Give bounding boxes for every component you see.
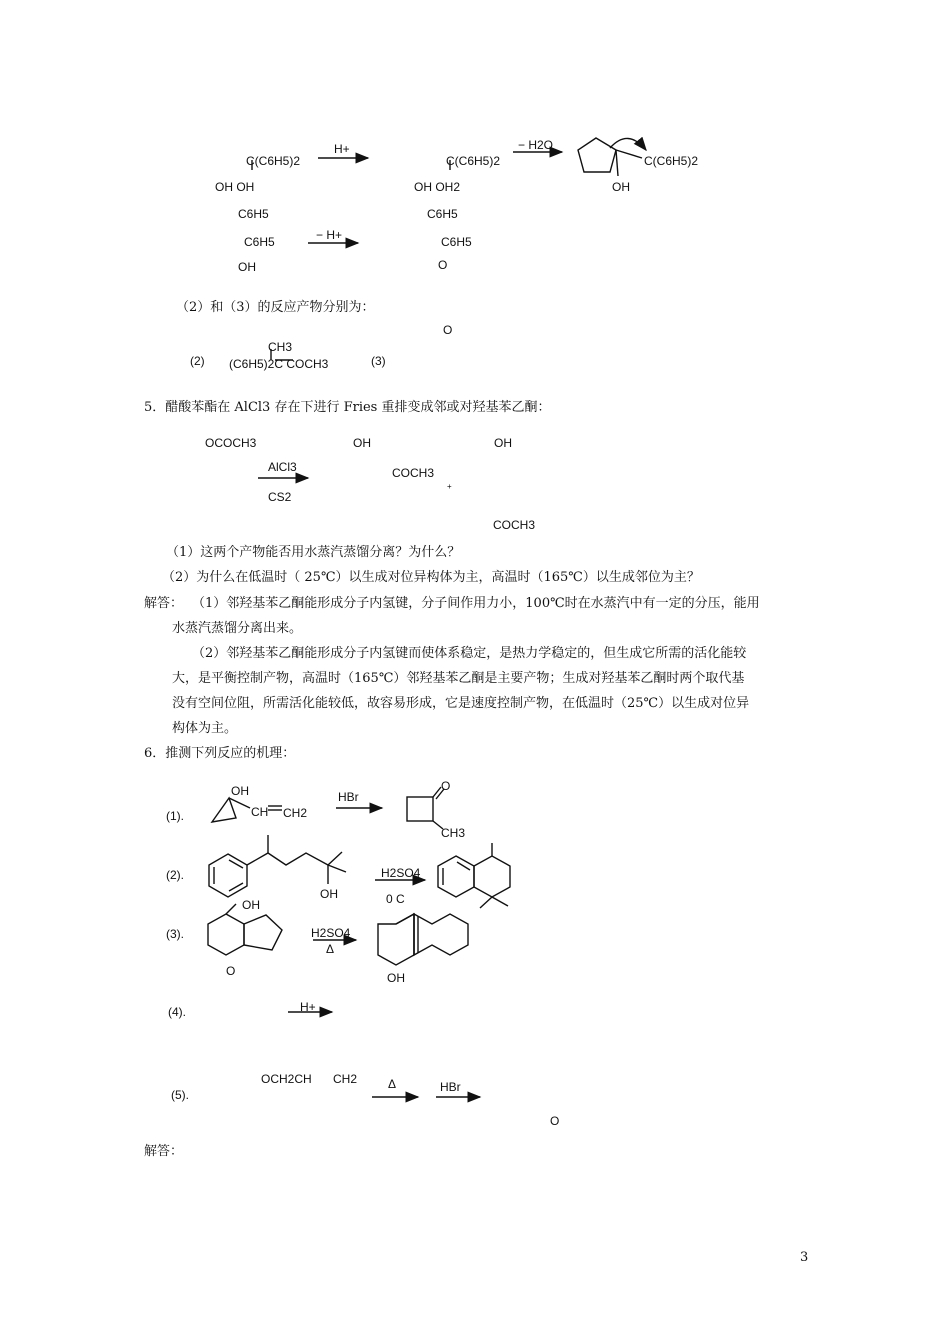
- question-5-title: 5．醋酸苯酯在 AlCl3 存在下进行 Fries 重排变成邻或对羟基苯乙酮：: [144, 400, 551, 415]
- product-oxygen: O: [443, 323, 453, 337]
- cyclopentane-ring: [244, 915, 282, 950]
- ether-formula: OCH2CH: [261, 1072, 312, 1086]
- hydroxyl-label: OH: [320, 887, 338, 901]
- reactant-phenyl: C6H5: [244, 235, 275, 249]
- product-acetyl: COCH3: [392, 466, 435, 480]
- product-formula: (C6H5)2C COCH3: [229, 357, 329, 371]
- hydroxyl-label: OH: [231, 784, 249, 798]
- sub-question-2: （2）为什么在低温时（ 25℃）以生成对位异构体为主，高温时（165℃）以生成邻位为主？: [162, 570, 700, 585]
- page-number: 3: [800, 1250, 809, 1265]
- answer-2-line: 构体为主。: [172, 721, 238, 736]
- product-hydroxyl: OH: [353, 436, 371, 450]
- arrow-reagent: − H+: [316, 228, 343, 242]
- reactant-phenyl: C6H5: [238, 207, 269, 221]
- product-hydroxyl: OH: [387, 971, 405, 985]
- answer-2-line: 没有空间位阻，所需活化能较低，故容易形成，它是速度控制产物，在低温时（25℃）以生成对位异: [172, 696, 750, 711]
- arrow-reagent: H2SO4: [381, 866, 421, 880]
- item-label: (3): [371, 354, 386, 368]
- product-hydroxyl: OH: [494, 436, 512, 450]
- answer-2-line: 大，是平衡控制产物，高温时（165℃）邻羟基苯乙酮是主要产物；生成对羟基苯乙酮时两个取代基: [172, 671, 745, 686]
- arrow-condition: 0 C: [386, 892, 405, 906]
- intermediate-phenyl: C6H5: [441, 235, 472, 249]
- item-label: (5).: [171, 1088, 189, 1102]
- reactant-formula: C(C6H5)2: [246, 154, 301, 168]
- intermediate-hydroxyls: OH OH2: [414, 180, 461, 194]
- item-label: (3).: [166, 927, 184, 941]
- arrow-reagent: HBr: [338, 790, 359, 804]
- methyl-group: CH3: [441, 826, 466, 840]
- intermediate-formula: C(C6H5)2: [446, 154, 501, 168]
- arrow-condition: Δ: [326, 942, 335, 956]
- question-6-title: 6．推测下列反应的机理：: [144, 746, 296, 761]
- product-oxygen: O: [438, 258, 448, 272]
- reactant-hydroxyls: OH OH: [215, 180, 255, 194]
- answer-2-line: （2）邻羟基苯乙酮能形成分子内氢键而使体系稳定，是热力学稳定的，但生成它所需的活化能较: [192, 646, 747, 661]
- item-label: (2): [190, 354, 205, 368]
- arrow-condition: Δ: [388, 1077, 397, 1091]
- cyclopentane-ring: [578, 138, 616, 172]
- arrow-reagent: H2SO4: [311, 926, 351, 940]
- carbocation-hydroxyl: OH: [612, 180, 630, 194]
- intermediate-phenyl: C6H5: [427, 207, 458, 221]
- plus-sign: +: [447, 482, 452, 491]
- hydroxyl-label: OH: [242, 898, 260, 912]
- reactant-formula: OCOCH3: [205, 436, 257, 450]
- answer-label: 解答：: [144, 1144, 184, 1159]
- cyclohexane-ring: [208, 914, 244, 955]
- cyclopropane-ring: [212, 798, 236, 822]
- answer-1-line: （1）邻羟基苯乙酮能形成分子内氢键，分子间作用力小，100℃时在水蒸汽中有一定的分压，能用: [192, 596, 760, 611]
- product-oxygen: O: [550, 1114, 560, 1128]
- item-label: (2).: [166, 868, 184, 882]
- vinyl-ch2: CH2: [283, 806, 308, 820]
- reactant-hydroxyl: OH: [238, 260, 256, 274]
- arrow-reagent: AlCl3: [268, 460, 297, 474]
- item-label: (4).: [168, 1005, 186, 1019]
- item-label: (1).: [166, 809, 184, 823]
- arrow-reagent: H+: [334, 142, 350, 156]
- curved-arrow: [610, 138, 646, 150]
- methyl-group: CH3: [268, 340, 293, 354]
- arrow-reagent: − H2O: [518, 138, 554, 152]
- products-note: （2）和（3）的反应产物分别为：: [176, 300, 375, 315]
- arrow-solvent: CS2: [268, 490, 292, 504]
- arrow-reagent: HBr: [440, 1080, 461, 1094]
- sub-question-1: （1）这两个产物能否用水蒸汽蒸馏分离？为什么？: [166, 545, 461, 560]
- product-acetyl: COCH3: [493, 518, 536, 532]
- vinyl-ch2: CH2: [333, 1072, 358, 1086]
- vinyl-ch: CH: [251, 805, 269, 819]
- cyclobutanone-ring: [407, 797, 433, 821]
- oxygen-label: O: [226, 964, 236, 978]
- carbocation-formula: C(C6H5)2: [644, 154, 699, 168]
- answer-label: 解答：: [144, 596, 184, 611]
- answer-1-line: 水蒸汽蒸馏分离出来。: [172, 621, 303, 636]
- arrow-reagent: H+: [300, 1000, 316, 1014]
- ketone-oxygen: O: [441, 779, 451, 793]
